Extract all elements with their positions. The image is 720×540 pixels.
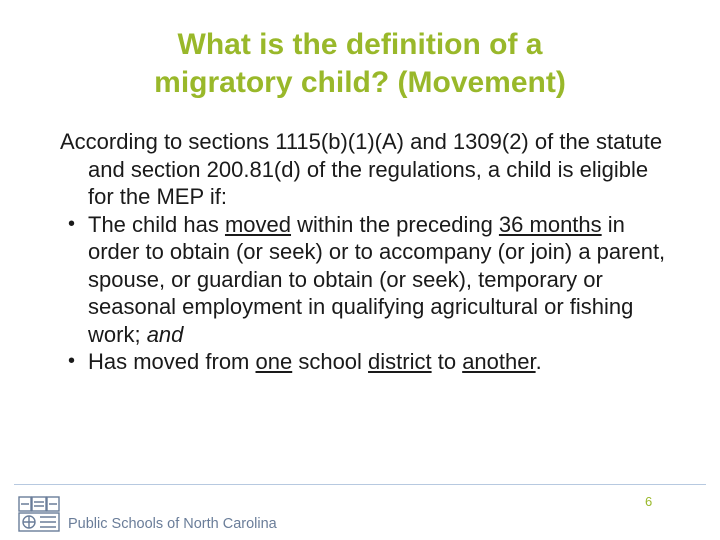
bullet-2-underline-one: one — [255, 349, 293, 374]
slide-title-line-2: migratory child? (Movement) — [154, 66, 566, 99]
bullet-1-underline-36-months: 36 months — [498, 211, 602, 237]
bullet-2-text-4: . — [535, 349, 542, 374]
intro-paragraph: According to sections 1115(b)(1)(A) and 1309(2) of the statute and section 200.81(d) of the regulations, a child is eligible for the MEP if: — [60, 129, 663, 209]
bullet-2-underline-district: district — [368, 349, 432, 374]
slide-body — [60, 128, 670, 376]
slide-title — [60, 26, 660, 102]
bullet-icon: • — [68, 212, 76, 235]
footer-org-name: Public Schools of North Carolina — [68, 516, 277, 532]
nc-public-schools-logo-icon — [18, 494, 62, 534]
bullet-item-1 — [60, 211, 670, 349]
page-number: 6 — [645, 494, 653, 509]
footer-divider — [14, 484, 706, 485]
bullet-1-text-2: within the preceding — [291, 211, 499, 237]
bullet-2-text-2: school — [292, 349, 369, 374]
bullet-2-text-1: Has moved from — [88, 349, 256, 374]
bullet-1-underline-moved: moved — [224, 211, 292, 237]
bullet-icon: • — [68, 350, 76, 372]
bullet-2-text-3: to — [431, 349, 463, 374]
bullet-1-text-1: The child has — [88, 211, 225, 237]
slide-title-line-1: What is the definition of a — [177, 28, 543, 61]
bullet-1-italic-and: and — [146, 321, 184, 347]
bullet-1-text-3: in order to obtain (or seek) or to accompany (or join) a parent, spouse, or guardian to obtain (or seek), temporary or seasonal employment in qualifying agricultural or fishing work; — [88, 211, 666, 347]
bullet-item-2 — [60, 348, 670, 376]
bullet-2-underline-another: another — [462, 349, 536, 374]
